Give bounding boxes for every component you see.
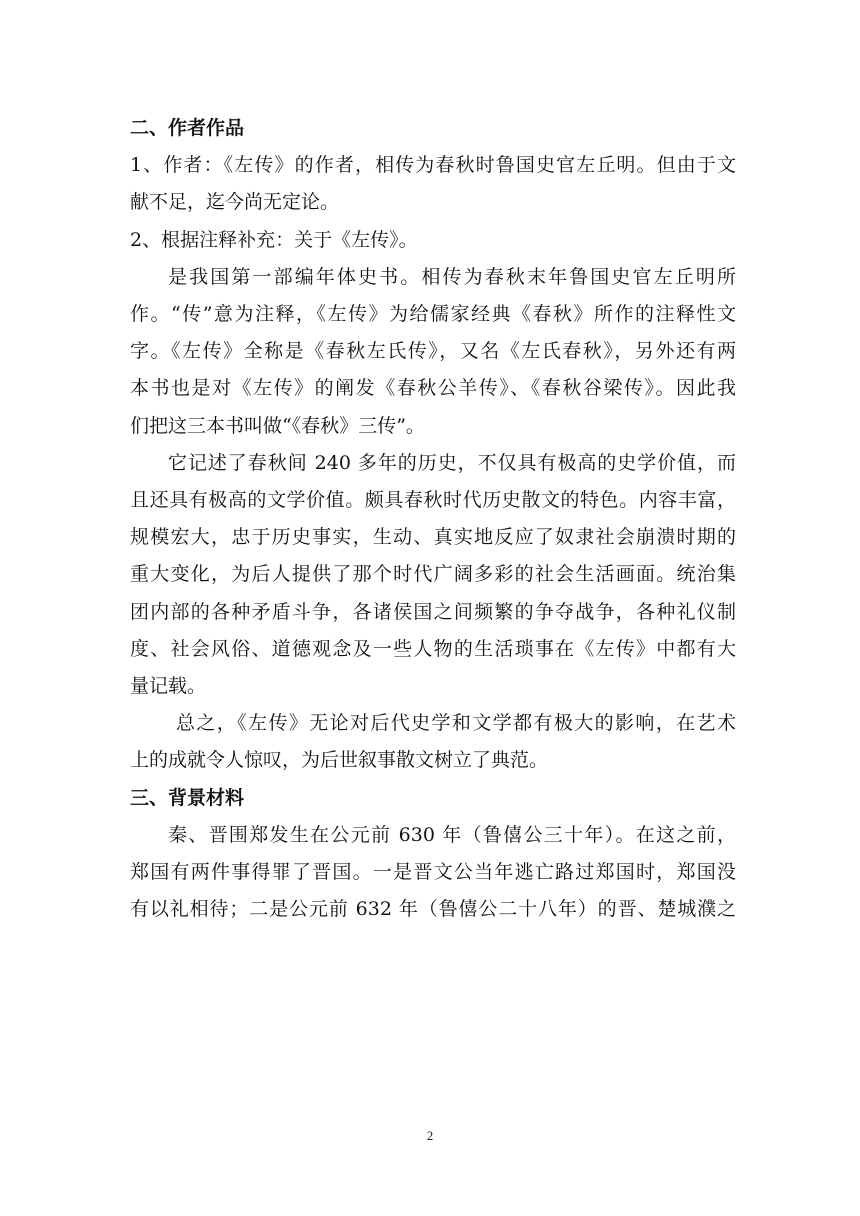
text-line: 团内部的各种矛盾斗争，各诸侯国之间频繁的争夺战争，各种礼仪制 — [130, 600, 736, 623]
text-line: 上的成就令人惊叹，为后世叙事散文树立了典范。 — [130, 749, 549, 772]
text-line: 作。“传”意为注释，《左传》为给儒家经典《春秋》所作的注释性文 — [130, 303, 736, 326]
text-line: 1、作者：《左传》的作者，相传为春秋时鲁国史官左丘明。但由于文 — [130, 154, 736, 177]
text-line: 字。《左传》全称是《春秋左氏传》，又名《左氏春秋》，另外还有两 — [130, 340, 736, 363]
paragraph-zuozhuan-value — [130, 445, 736, 705]
section-heading-background: 三、背景材料 — [130, 786, 245, 809]
text-line: 且还具有极高的文学价值。颇具春秋时代历史散文的特色。内容丰富， — [130, 489, 736, 512]
section-heading-author-works: 二、作者作品 — [130, 117, 245, 139]
paragraph-annotation-supplement — [130, 222, 736, 259]
text-line: 度、社会风俗、道德观念及一些人物的生活琐事在《左传》中都有大 — [130, 637, 736, 660]
text-line: 它记述了春秋间 240 多年的历史，不仅具有极高的史学价值，而 — [168, 451, 736, 474]
text-line: 郑国有两件事得罪了晋国。一是晋文公当年逃亡路过郑国时，郑国没 — [130, 861, 736, 884]
text-line: 总之，《左传》无论对后代史学和文学都有极大的影响，在艺术 — [176, 712, 736, 735]
text-line: 献不足，迄今尚无定论。 — [130, 191, 340, 214]
text-line: 本书也是对《左传》的阐发《春秋公羊传》、《春秋谷梁传》。因此我 — [130, 377, 736, 400]
text-line: 是我国第一部编年体史书。相传为春秋末年鲁国史官左丘明所 — [168, 265, 736, 288]
page-number: 2 — [426, 1128, 434, 1143]
text-line: 量记载。 — [130, 675, 207, 698]
text-line: 规模宏大，忠于历史事实，生动、真实地反应了奴隶社会崩溃时期的 — [130, 526, 736, 549]
page-content — [130, 110, 736, 928]
paragraph-author — [130, 147, 736, 221]
paragraph-zuozhuan-summary — [130, 705, 736, 779]
paragraph-background — [130, 817, 736, 929]
text-line: 有以礼相待；二是公元前 632 年（鲁僖公二十八年）的晋、楚城濮之 — [130, 898, 736, 921]
text-line: 2、根据注释补充：关于《左传》。 — [130, 228, 418, 251]
paragraph-zuozhuan-intro — [130, 259, 736, 445]
text-line: 重大变化，为后人提供了那个时代广阔多彩的社会生活画面。统治集 — [130, 563, 736, 586]
text-line: 们把这三本书叫做“《春秋》三传”。 — [130, 414, 425, 437]
text-line: 秦、晋围郑发生在公元前 630 年（鲁僖公三十年）。在这之前， — [168, 823, 736, 846]
